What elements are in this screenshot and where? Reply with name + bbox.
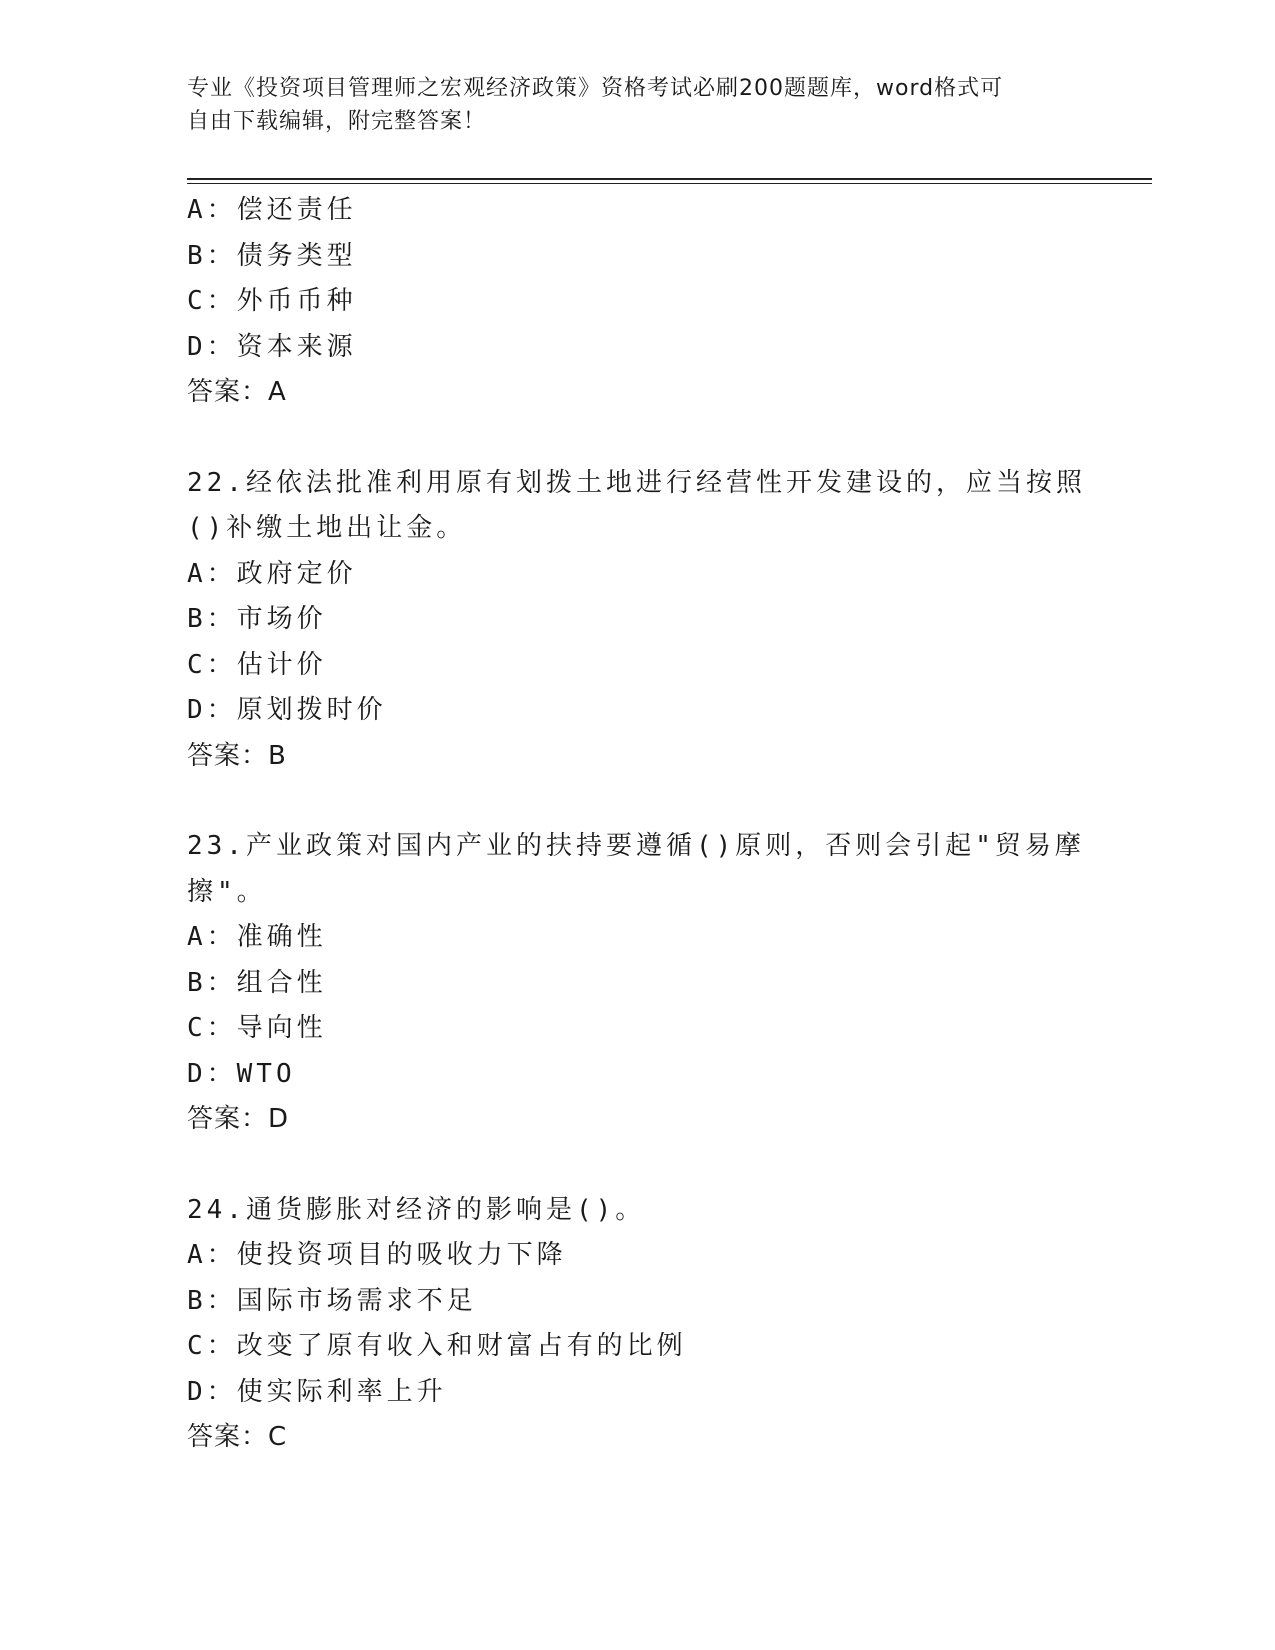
option-c: C：改变了原有收入和财富占有的比例 [187,1331,687,1361]
header-divider-thick [187,178,1152,180]
option-d: D：WTO [187,1058,296,1089]
question-block-21 [187,188,1087,416]
header-line-2: 自由下载编辑，附完整答案！ [187,109,487,134]
answer-label: 答案：A [187,377,287,407]
option-b: B：国际市场需求不足 [187,1285,477,1316]
option-b: B：组合性 [187,967,327,998]
question-text: 24.通货膨胀对经济的影响是()。 [187,1194,646,1225]
header-divider-thin [187,183,1152,184]
question-text: 23.产业政策对国内产业的扶持要遵循()原则，否则会引起"贸易摩擦"。 [187,831,1085,907]
option-a: A：准确性 [187,922,327,952]
option-d: D：原划拨时价 [187,695,387,725]
option-b: B：债务类型 [187,240,357,271]
spacer [187,1143,1087,1188]
option-c: C：估计价 [187,649,327,680]
document-header [187,72,1067,138]
question-block-24 [187,1188,1087,1461]
question-list [187,188,1087,1461]
option-a: A：使投资项目的吸收力下降 [187,1240,567,1270]
question-block-23 [187,824,1087,1143]
option-c: C：导向性 [187,1013,327,1043]
answer-label: 答案：D [187,1104,290,1134]
answer-label: 答案：C [187,1422,288,1452]
option-c: C：外币币种 [187,286,357,316]
header-line-1: 专业《投资项目管理师之宏观经济政策》资格考试必刷200题题库，word格式可 [187,76,1004,101]
option-a: A：偿还责任 [187,195,357,225]
question-block-22 [187,461,1087,780]
option-a: A：政府定价 [187,558,357,589]
option-d: D：资本来源 [187,331,357,362]
answer-label: 答案：B [187,740,287,771]
spacer [187,779,1087,824]
spacer [187,416,1087,461]
option-d: D：使实际利率上升 [187,1376,447,1407]
question-text: 22.经依法批准利用原有划拨土地进行经营性开发建设的，应当按照()补缴土地出让金。 [187,467,1086,543]
option-b: B：市场价 [187,604,327,634]
